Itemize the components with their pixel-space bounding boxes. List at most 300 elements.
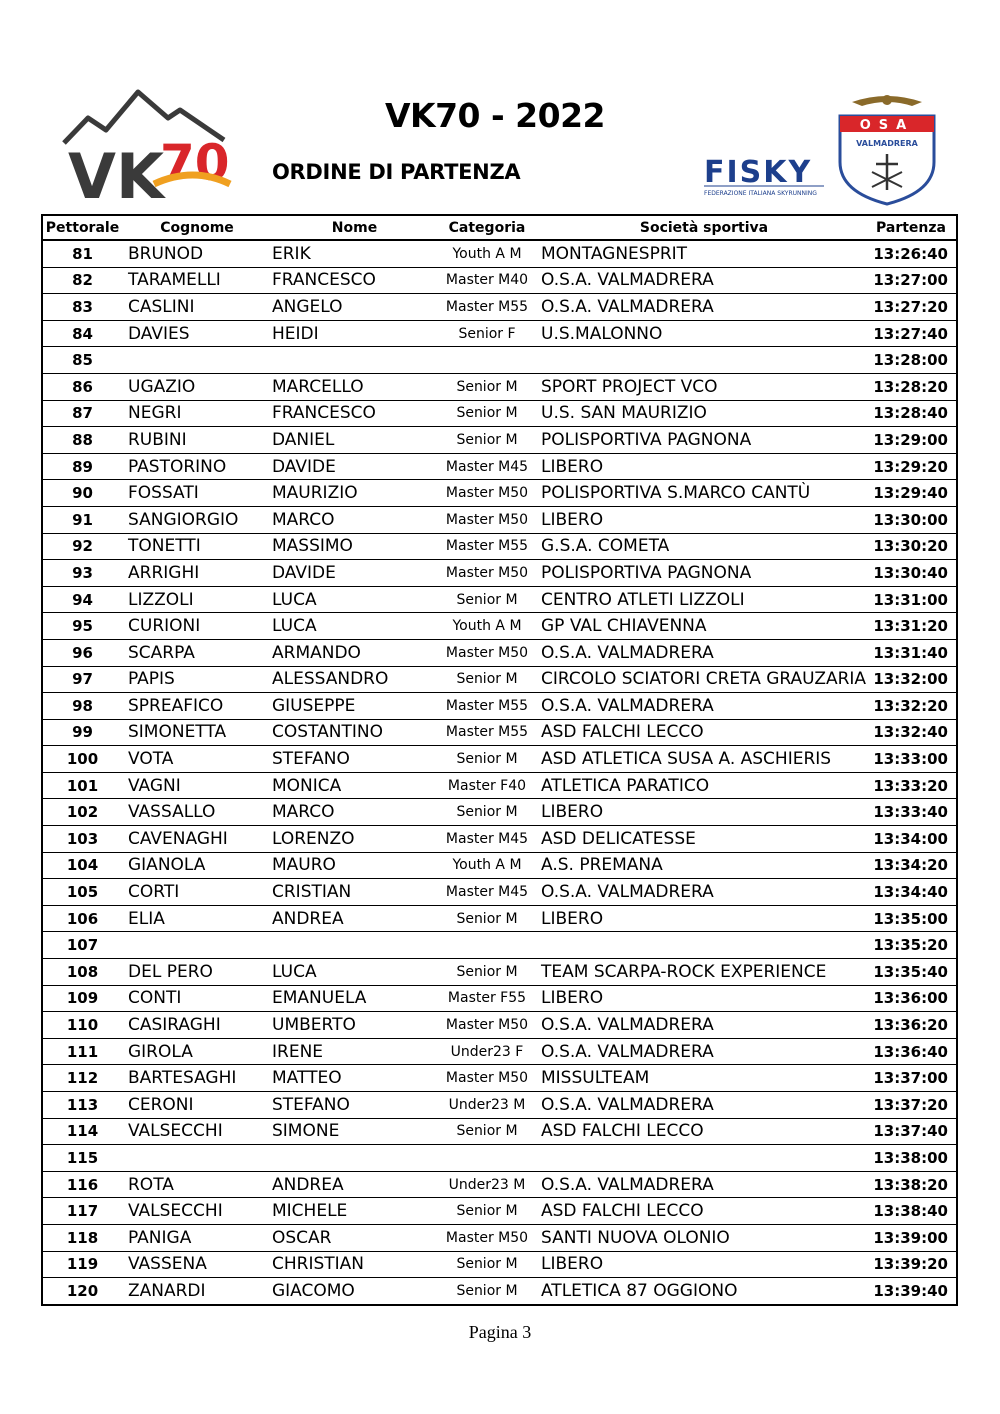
surname-cell: CURIONI — [122, 613, 272, 640]
start-time-cell: 13:39:40 — [871, 1278, 957, 1305]
surname-cell: SPREAFICO — [122, 693, 272, 720]
first-name-cell: DAVIDE — [272, 560, 437, 587]
surname-cell: DAVIES — [122, 320, 272, 347]
surname-cell: VAGNI — [122, 772, 272, 799]
table-row — [42, 879, 957, 906]
table-row — [42, 347, 957, 374]
table-row — [42, 1198, 957, 1225]
start-time-cell: 13:29:20 — [871, 453, 957, 480]
category-cell: Youth A M — [437, 852, 537, 879]
first-name-cell: STEFANO — [272, 1092, 437, 1119]
start-time-cell: 13:35:40 — [871, 959, 957, 986]
first-name-cell — [272, 932, 437, 959]
category-cell: Master M55 — [437, 294, 537, 321]
table-row — [42, 985, 957, 1012]
start-time-cell: 13:36:40 — [871, 1038, 957, 1065]
bib-number-cell: 115 — [42, 1145, 122, 1172]
club-cell: MONTAGNESPRIT — [541, 243, 688, 264]
table-row — [42, 905, 957, 932]
bib-number-cell: 101 — [42, 772, 122, 799]
table-header-row — [42, 215, 957, 240]
table-row — [42, 480, 957, 507]
category-cell: Senior M — [437, 799, 537, 826]
table-row — [42, 719, 957, 746]
surname-cell: CASIRAGHI — [122, 1012, 272, 1039]
bib-number-cell: 117 — [42, 1198, 122, 1225]
table-row — [42, 613, 957, 640]
column-header-pettorale: Pettorale — [42, 215, 122, 240]
category-cell: Master F55 — [437, 985, 537, 1012]
start-time-cell: 13:31:40 — [871, 639, 957, 666]
category-cell: Senior M — [437, 746, 537, 773]
surname-cell: NEGRI — [122, 400, 272, 427]
club-cell — [537, 347, 871, 374]
category-cell: Youth A M — [437, 613, 537, 640]
table-row — [42, 240, 957, 267]
surname-cell: ELIA — [122, 905, 272, 932]
start-time-cell: 13:38:40 — [871, 1198, 957, 1225]
surname-cell: PANIGA — [122, 1224, 272, 1251]
table-body — [42, 240, 957, 1305]
bib-number-cell: 93 — [42, 560, 122, 587]
first-name-cell: EMANUELA — [272, 985, 437, 1012]
club-cell: ASD ATLETICA SUSA A. ASCHIERIS — [537, 746, 871, 773]
surname-cell: DEL PERO — [122, 959, 272, 986]
club-cell: LIBERO — [537, 799, 871, 826]
surname-cell: VALSECCHI — [122, 1118, 272, 1145]
table-row — [42, 746, 957, 773]
category-cell: Master F40 — [437, 772, 537, 799]
table-row — [42, 427, 957, 454]
surname-cell: TARAMELLI — [122, 267, 272, 294]
category-cell: Senior M — [437, 1198, 537, 1225]
first-name-cell: MAURO — [272, 852, 437, 879]
category-cell: Senior M — [437, 586, 537, 613]
table-row — [42, 852, 957, 879]
surname-cell: VOTA — [122, 746, 272, 773]
category-cell: Senior M — [437, 400, 537, 427]
bib-number-cell: 81 — [72, 244, 93, 263]
bib-number-cell: 110 — [42, 1012, 122, 1039]
start-time-cell: 13:37:40 — [871, 1118, 957, 1145]
bib-number-cell: 83 — [42, 294, 122, 321]
category-cell: Youth A M — [452, 245, 522, 262]
surname-cell — [122, 347, 272, 374]
club-cell: TEAM SCARPA-ROCK EXPERIENCE — [537, 959, 871, 986]
bib-number-cell: 119 — [42, 1251, 122, 1278]
bib-number-cell: 82 — [42, 267, 122, 294]
surname-cell: BRUNOD — [128, 243, 204, 264]
table-row — [42, 1012, 957, 1039]
surname-cell: FOSSATI — [122, 480, 272, 507]
bib-number-cell: 97 — [42, 666, 122, 693]
first-name-cell: MATTEO — [272, 1065, 437, 1092]
bib-number-cell: 105 — [42, 879, 122, 906]
table-row — [42, 533, 957, 560]
surname-cell — [122, 1145, 272, 1172]
table-row — [42, 320, 957, 347]
svg-text:FEDERAZIONE ITALIANA SKYRUNNIN: FEDERAZIONE ITALIANA SKYRUNNING — [704, 190, 817, 197]
start-time-cell: 13:37:20 — [871, 1092, 957, 1119]
bib-number-cell: 100 — [42, 746, 122, 773]
first-name-cell — [272, 1145, 437, 1172]
first-name-cell: GIACOMO — [272, 1278, 437, 1305]
club-cell: POLISPORTIVA PAGNONA — [537, 560, 871, 587]
surname-cell: ROTA — [122, 1171, 272, 1198]
first-name-cell: MARCELLO — [272, 373, 437, 400]
first-name-cell: LUCA — [272, 613, 437, 640]
bib-number-cell: 120 — [42, 1278, 122, 1305]
category-cell: Senior M — [437, 1278, 537, 1305]
table-row — [42, 1065, 957, 1092]
table-row — [42, 294, 957, 321]
start-time-cell: 13:35:20 — [871, 932, 957, 959]
surname-cell: LIZZOLI — [122, 586, 272, 613]
category-cell: Senior M — [437, 1118, 537, 1145]
surname-cell: PAPIS — [122, 666, 272, 693]
category-cell — [437, 347, 537, 374]
table-row — [42, 1224, 957, 1251]
club-cell: O.S.A. VALMADRERA — [537, 879, 871, 906]
club-cell: LIBERO — [537, 985, 871, 1012]
table-row — [42, 693, 957, 720]
svg-text:OSA: OSA — [859, 118, 915, 133]
bib-number-cell: 94 — [42, 586, 122, 613]
surname-cell: CAVENAGHI — [122, 826, 272, 853]
start-time-cell: 13:36:00 — [871, 985, 957, 1012]
first-name-cell: HEIDI — [272, 320, 437, 347]
club-cell: POLISPORTIVA S.MARCO CANTÙ — [537, 480, 871, 507]
club-cell: ASD DELICATESSE — [537, 826, 871, 853]
start-time-cell: 13:32:20 — [871, 693, 957, 720]
club-cell: LIBERO — [537, 453, 871, 480]
club-cell: U.S. SAN MAURIZIO — [537, 400, 871, 427]
category-cell: Senior M — [437, 373, 537, 400]
club-cell: O.S.A. VALMADRERA — [537, 693, 871, 720]
surname-cell: BARTESAGHI — [122, 1065, 272, 1092]
first-name-cell: IRENE — [272, 1038, 437, 1065]
start-time-cell: 13:30:20 — [871, 533, 957, 560]
first-name-cell: ANDREA — [272, 1171, 437, 1198]
bib-number-cell: 99 — [42, 719, 122, 746]
start-time-cell: 13:34:20 — [871, 852, 957, 879]
first-name-cell: FRANCESCO — [272, 267, 437, 294]
category-cell — [437, 932, 537, 959]
category-cell: Senior M — [437, 666, 537, 693]
category-cell: Senior M — [437, 1251, 537, 1278]
first-name-cell: ERIK — [272, 243, 311, 264]
first-name-cell: CHRISTIAN — [272, 1251, 437, 1278]
document-subtitle: ORDINE DI PARTENZA — [272, 160, 521, 184]
start-time-cell: 13:36:20 — [871, 1012, 957, 1039]
surname-cell: SCARPA — [122, 639, 272, 666]
category-cell: Senior F — [437, 320, 537, 347]
table-row — [42, 826, 957, 853]
club-cell: O.S.A. VALMADRERA — [537, 1012, 871, 1039]
surname-cell: VASSALLO — [122, 799, 272, 826]
bib-number-cell: 98 — [42, 693, 122, 720]
start-time-cell: 13:31:20 — [871, 613, 957, 640]
first-name-cell: DAVIDE — [272, 453, 437, 480]
surname-cell: ZANARDI — [122, 1278, 272, 1305]
first-name-cell: MONICA — [272, 772, 437, 799]
bib-number-cell: 113 — [42, 1092, 122, 1119]
bib-number-cell: 107 — [42, 932, 122, 959]
club-cell: ASD FALCHI LECCO — [537, 719, 871, 746]
bib-number-cell: 86 — [42, 373, 122, 400]
category-cell: Master M55 — [437, 693, 537, 720]
first-name-cell: ALESSANDRO — [272, 666, 437, 693]
club-cell: LIBERO — [537, 905, 871, 932]
table-row — [42, 453, 957, 480]
first-name-cell: MARCO — [272, 799, 437, 826]
start-time-cell: 13:32:00 — [871, 666, 957, 693]
category-cell: Master M50 — [437, 639, 537, 666]
bib-number-cell: 112 — [42, 1065, 122, 1092]
column-header-partenza: Partenza — [871, 215, 957, 240]
bib-number-cell: 116 — [42, 1171, 122, 1198]
bib-number-cell: 114 — [42, 1118, 122, 1145]
club-cell: ATLETICA 87 OGGIONO — [537, 1278, 871, 1305]
category-cell: Master M50 — [437, 1065, 537, 1092]
column-header-cognome: Cognome — [122, 215, 272, 240]
column-header-categoria: Categoria — [437, 215, 537, 240]
svg-text:VALMADRERA: VALMADRERA — [856, 139, 918, 148]
bib-number-cell: 89 — [42, 453, 122, 480]
bib-number-cell: 92 — [42, 533, 122, 560]
bib-number-cell: 96 — [42, 639, 122, 666]
table-row — [42, 1171, 957, 1198]
club-cell: ATLETICA PARATICO — [537, 772, 871, 799]
first-name-cell: LUCA — [272, 959, 437, 986]
start-time-cell: 13:38:20 — [871, 1171, 957, 1198]
club-cell: O.S.A. VALMADRERA — [537, 294, 871, 321]
first-name-cell: UMBERTO — [272, 1012, 437, 1039]
surname-cell: SIMONETTA — [122, 719, 272, 746]
bib-number-cell: 95 — [42, 613, 122, 640]
first-name-cell — [272, 347, 437, 374]
bib-number-cell: 85 — [42, 347, 122, 374]
start-time-cell: 13:32:40 — [871, 719, 957, 746]
club-cell — [537, 1145, 871, 1172]
start-time-cell: 13:34:40 — [871, 879, 957, 906]
category-cell: Under23 M — [437, 1171, 537, 1198]
category-cell: Master M50 — [437, 506, 537, 533]
table-row — [42, 1118, 957, 1145]
bib-number-cell: 118 — [42, 1224, 122, 1251]
first-name-cell: MARCO — [272, 506, 437, 533]
first-name-cell: OSCAR — [272, 1224, 437, 1251]
bib-number-cell: 88 — [42, 427, 122, 454]
start-time-cell: 13:28:40 — [871, 400, 957, 427]
bib-number-cell: 108 — [42, 959, 122, 986]
bib-number-cell: 111 — [42, 1038, 122, 1065]
table-row — [42, 373, 957, 400]
club-cell: ASD FALCHI LECCO — [537, 1118, 871, 1145]
club-cell: CENTRO ATLETI LIZZOLI — [537, 586, 871, 613]
category-cell: Master M55 — [437, 533, 537, 560]
surname-cell: GIANOLA — [122, 852, 272, 879]
surname-cell: CASLINI — [122, 294, 272, 321]
first-name-cell: MASSIMO — [272, 533, 437, 560]
club-cell: A.S. PREMANA — [537, 852, 871, 879]
first-name-cell: ANDREA — [272, 905, 437, 932]
first-name-cell: MICHELE — [272, 1198, 437, 1225]
start-time-cell: 13:30:40 — [871, 560, 957, 587]
table-row — [42, 959, 957, 986]
category-cell: Master M40 — [437, 267, 537, 294]
table-row — [42, 506, 957, 533]
club-cell: MISSULTEAM — [537, 1065, 871, 1092]
osa-valmadrera-logo — [832, 92, 942, 207]
start-time-cell: 13:33:20 — [871, 772, 957, 799]
start-time-cell: 13:34:00 — [871, 826, 957, 853]
bib-number-cell: 103 — [42, 826, 122, 853]
first-name-cell: COSTANTINO — [272, 719, 437, 746]
category-cell: Under23 M — [437, 1092, 537, 1119]
start-time-cell: 13:33:40 — [871, 799, 957, 826]
surname-cell: ARRIGHI — [122, 560, 272, 587]
start-time-cell: 13:27:00 — [871, 267, 957, 294]
table-row — [42, 267, 957, 294]
club-cell: O.S.A. VALMADRERA — [537, 639, 871, 666]
start-time-cell: 13:39:20 — [871, 1251, 957, 1278]
start-time-cell: 13:29:00 — [871, 427, 957, 454]
surname-cell: CORTI — [122, 879, 272, 906]
category-cell: Senior M — [437, 905, 537, 932]
club-cell: SANTI NUOVA OLONIO — [537, 1224, 871, 1251]
surname-cell: VALSECCHI — [122, 1198, 272, 1225]
category-cell: Senior M — [437, 427, 537, 454]
document-title: VK70 - 2022 — [384, 96, 606, 135]
first-name-cell: DANIEL — [272, 427, 437, 454]
table-row — [42, 932, 957, 959]
club-cell: LIBERO — [537, 506, 871, 533]
table-row — [42, 400, 957, 427]
category-cell: Master M45 — [437, 826, 537, 853]
club-cell: GP VAL CHIAVENNA — [537, 613, 871, 640]
table-row — [42, 586, 957, 613]
surname-cell: PASTORINO — [122, 453, 272, 480]
surname-cell: CERONI — [122, 1092, 272, 1119]
start-time-cell: 13:28:00 — [871, 347, 957, 374]
start-time-cell: 13:35:00 — [871, 905, 957, 932]
club-cell: SPORT PROJECT VCO — [537, 373, 871, 400]
club-cell: CIRCOLO SCIATORI CRETA GRAUZARIA — [537, 666, 871, 693]
table-row — [42, 560, 957, 587]
category-cell: Senior M — [437, 959, 537, 986]
surname-cell: SANGIORGIO — [122, 506, 272, 533]
surname-cell: GIROLA — [122, 1038, 272, 1065]
category-cell: Master M45 — [437, 453, 537, 480]
start-time-cell: 13:37:00 — [871, 1065, 957, 1092]
bib-number-cell: 84 — [42, 320, 122, 347]
club-cell — [537, 932, 871, 959]
start-time-cell: 13:26:40 — [873, 244, 948, 263]
category-cell: Master M50 — [437, 560, 537, 587]
bib-number-cell: 106 — [42, 905, 122, 932]
page-number: Pagina 3 — [468, 1322, 532, 1342]
surname-cell — [122, 932, 272, 959]
category-cell: Master M55 — [437, 719, 537, 746]
club-cell: O.S.A. VALMADRERA — [537, 1092, 871, 1119]
table-row — [42, 666, 957, 693]
first-name-cell: MAURIZIO — [272, 480, 437, 507]
first-name-cell: FRANCESCO — [272, 400, 437, 427]
club-cell: O.S.A. VALMADRERA — [537, 1038, 871, 1065]
club-cell: O.S.A. VALMADRERA — [537, 267, 871, 294]
start-time-cell: 13:31:00 — [871, 586, 957, 613]
first-name-cell: SIMONE — [272, 1118, 437, 1145]
bib-number-cell: 102 — [42, 799, 122, 826]
table-row — [42, 1092, 957, 1119]
start-time-cell: 13:28:20 — [871, 373, 957, 400]
first-name-cell: STEFANO — [272, 746, 437, 773]
bib-number-cell: 109 — [42, 985, 122, 1012]
svg-text:VK: VK — [68, 140, 165, 208]
surname-cell: RUBINI — [122, 427, 272, 454]
category-cell — [437, 1145, 537, 1172]
start-time-cell: 13:39:00 — [871, 1224, 957, 1251]
club-cell: POLISPORTIVA PAGNONA — [537, 427, 871, 454]
start-order-table — [41, 214, 958, 1306]
first-name-cell: LUCA — [272, 586, 437, 613]
start-time-cell: 13:27:20 — [871, 294, 957, 321]
surname-cell: TONETTI — [122, 533, 272, 560]
table-row — [42, 799, 957, 826]
table-row — [42, 772, 957, 799]
bib-number-cell: 91 — [42, 506, 122, 533]
table-row — [42, 639, 957, 666]
first-name-cell: ANGELO — [272, 294, 437, 321]
fisky-logo — [702, 150, 832, 200]
vk70-logo — [58, 88, 238, 208]
start-time-cell: 13:27:40 — [871, 320, 957, 347]
surname-cell: CONTI — [122, 985, 272, 1012]
table-row — [42, 1278, 957, 1305]
table-row — [42, 1038, 957, 1065]
bib-number-cell: 104 — [42, 852, 122, 879]
category-cell: Master M50 — [437, 1012, 537, 1039]
category-cell: Master M50 — [437, 480, 537, 507]
category-cell: Master M45 — [437, 879, 537, 906]
club-cell: ASD FALCHI LECCO — [537, 1198, 871, 1225]
start-time-cell: 13:29:40 — [871, 480, 957, 507]
category-cell: Master M50 — [437, 1224, 537, 1251]
svg-text:FISKY: FISKY — [704, 155, 813, 190]
column-header-societa: Società sportiva — [537, 215, 871, 240]
category-cell: Under23 F — [437, 1038, 537, 1065]
surname-cell: UGAZIO — [122, 373, 272, 400]
start-time-cell: 13:30:00 — [871, 506, 957, 533]
first-name-cell: GIUSEPPE — [272, 693, 437, 720]
first-name-cell: ARMANDO — [272, 639, 437, 666]
table-row — [42, 1251, 957, 1278]
first-name-cell: LORENZO — [272, 826, 437, 853]
column-header-nome: Nome — [272, 215, 437, 240]
club-cell: U.S.MALONNO — [537, 320, 871, 347]
start-time-cell: 13:33:00 — [871, 746, 957, 773]
bib-number-cell: 87 — [42, 400, 122, 427]
table-row — [42, 1145, 957, 1172]
first-name-cell: CRISTIAN — [272, 879, 437, 906]
surname-cell: VASSENA — [122, 1251, 272, 1278]
start-time-cell: 13:38:00 — [871, 1145, 957, 1172]
club-cell: O.S.A. VALMADRERA — [537, 1171, 871, 1198]
club-cell: LIBERO — [537, 1251, 871, 1278]
svg-text:70: 70 — [160, 134, 230, 192]
club-cell: G.S.A. COMETA — [537, 533, 871, 560]
